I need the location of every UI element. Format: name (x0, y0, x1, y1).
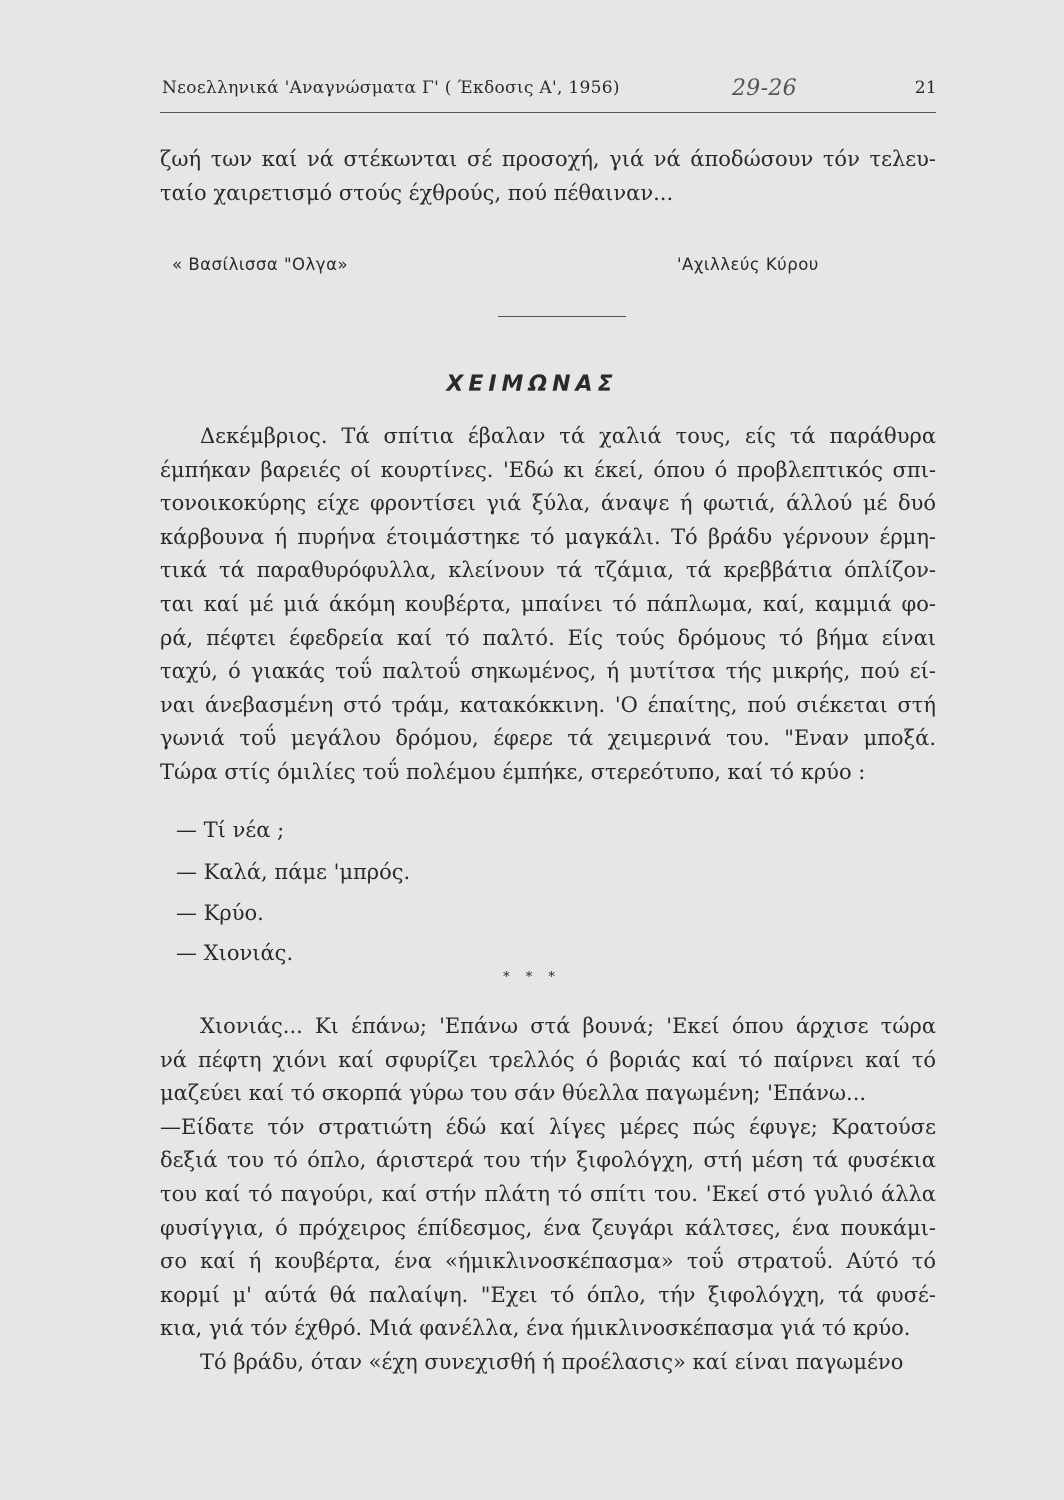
text-line: ται καί μέ μιά άκόμη κουβέρτα, μπαίνει τό πάπλωμα, καί, καμμιά φο- (160, 591, 936, 616)
text-line: έμπήκαν βαρειές οί κουρτίνες. 'Εδώ κι έκεί, όπου ό προβλεπτικός σπι- (160, 457, 936, 482)
text-line: κάρβουνα ή πυρήνα έτοιμάστηκε τό μαγκάλι. Τό βράδυ γέρνουν έρμη- (160, 524, 936, 549)
text-line: δεξιά του τό όπλο, άριστερά του τήν ξιφολόγχη, στή μέση τά φυσέκια (160, 1148, 936, 1173)
citation-source: « Βασίλισσα "Ολγα» (172, 255, 349, 274)
text-line: σο καί ή κουβέρτα, ένα «ήμικλινοσκέπασμα» τοΰ στρατοΰ. Αύτό τό (160, 1249, 936, 1274)
text-line: —Είδατε τόν στρατιώτη έδώ καί λίγες μέρες πώς έφυγε; Κρατούσε (160, 1114, 936, 1139)
text-line: φυσίγγια, ό πρόχειρος έπίδεσμος, ένα ζευγάρι κάλτσες, ένα πουκάμι- (160, 1215, 936, 1240)
main-paragraph (160, 420, 936, 790)
text-line: ταχύ, ό γιακάς τοΰ παλτοΰ σηκωμένος, ή μυτίτσα τής μικρής, πού εί- (160, 659, 936, 684)
text-line: Τό βράδυ, όταν «έχη συνεχισθή ή προέλασις» καί είναι παγωμένο (200, 1349, 904, 1374)
handwritten-note: 29-26 (732, 76, 797, 101)
text-line: ρά, πέφτει έφεδρεία καί τό παλτό. Είς τούς δρόμους τό βήμα είναι (160, 625, 936, 650)
running-header (162, 78, 937, 108)
text-line: Χιονιάς... Κι έπάνω; 'Επάνω στά βουνά; 'Εκεί όπου άρχισε τώρα (200, 1014, 936, 1038)
text-line: του καί τό παγούρι, καί στήν πλάτη τό σπίτι του. 'Εκεί στό γυλιό άλλα (160, 1181, 936, 1206)
text-line: τονοικοκύρης είχε φροντίσει γιά ξύλα, άναψε ή φωτιά, άλλού μέ δυό (160, 491, 936, 516)
asterism-separator: * * * (503, 970, 561, 985)
header-rule (160, 112, 936, 113)
text-line: ναι άνεβασμένη στό τράμ, κατακόκκινη. 'Ο έπαίτης, πού σιέκεται στή (160, 692, 936, 717)
text-line: μαζεύει καί τό σκορπά γύρω του σάν θύελλα παγωμένη; 'Επάνω... (160, 1081, 867, 1106)
section-divider (498, 316, 626, 317)
dialogue-line: — Τί νέα ; (176, 818, 285, 842)
header-title: Νεοελληνικά 'Αναγνώσματα Γ' ( Έκδοσις Α', 1956) (162, 78, 620, 98)
text-line: ζωή των καί νά στέκωνται σέ προσοχή, γιά νά άποδώσουν τόν τελευ- (160, 147, 936, 171)
chapter-title: ΧΕΙΜΩΝΑΣ (446, 372, 618, 397)
page-number: 21 (914, 78, 937, 98)
text-line: ταίο χαιρετισμό στούς έχθρούς, πού πέθαιναν... (160, 180, 674, 205)
intro-paragraph (160, 143, 936, 210)
text-line: τικά τά παραθυρόφυλλα, κλείνουν τά τζάμια, τά κρεββάτια όπλίζον- (160, 558, 936, 583)
text-line: γωνιά τοΰ μεγάλου δρόμου, έφερε τά χειμερινά του. "Εναν μποξά. (160, 726, 936, 751)
text-line: κια, γιά τόν έχθρό. Μιά φανέλλα, ένα ήμικλινοσκέπασμα γιά τό κρύο. (160, 1316, 911, 1341)
text-line: Δεκέμβριος. Τά σπίτια έβαλαν τά χαλιά τους, είς τά παράθυρα (200, 424, 936, 448)
citation-author: 'Αχιλλεύς Κύρου (677, 255, 819, 274)
text-line: κορμί μ' αύτά θά παλαίψη. "Εχει τό όπλο, τήν ξιφολόγχη, τά φυσέ- (160, 1282, 936, 1307)
closing-paragraph (160, 1010, 936, 1380)
dialogue-line: — Καλά, πάμε 'μπρός. (176, 860, 411, 884)
text-line: νά πέφτη χιόνι καί σφυρίζει τρελλός ό βοριάς καί τό παίρνει καί τό (160, 1047, 936, 1072)
dialogue-line: — Κρύο. (176, 901, 264, 925)
text-line: Τώρα στίς όμιλίες τοΰ πολέμου έμπήκε, στερεότυπο, καί τό κρύο : (160, 759, 866, 784)
dialogue-line: — Χιονιάς. (176, 941, 294, 965)
